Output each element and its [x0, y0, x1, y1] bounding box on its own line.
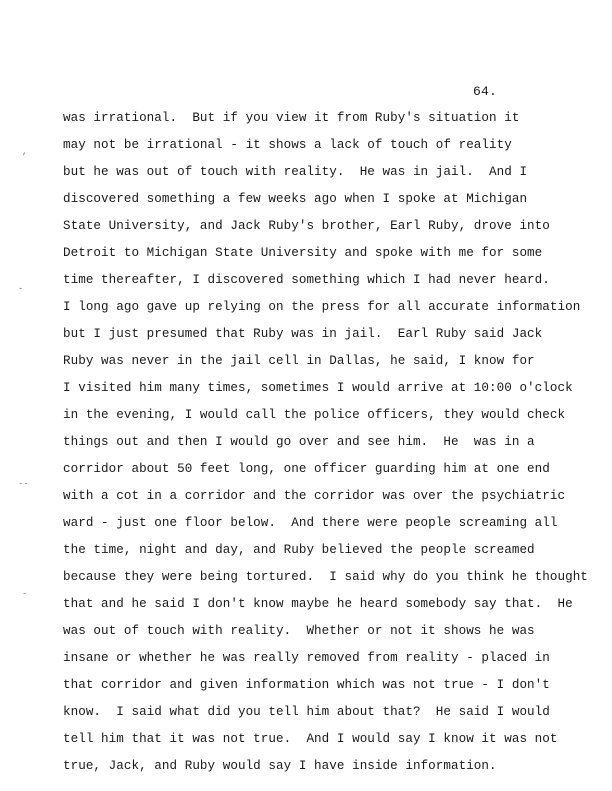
text-line: but he was out of touch with reality. He was in jail. And I: [63, 165, 528, 179]
text-line: corridor about 50 feet long, one officer guarding him at one end: [63, 462, 550, 476]
margin-mark: -: [22, 589, 28, 599]
text-line: with a cot in a corridor and the corridor was over the psychiatric: [63, 489, 566, 503]
text-line: time thereafter, I discovered something which I had never heard.: [63, 273, 550, 287]
text-line: Ruby was never in the jail cell in Dallas, he said, I know for: [63, 354, 535, 368]
text-line: was irrational. But if you view it from Ruby's situation it: [63, 111, 520, 125]
margin-mark: --: [18, 479, 29, 489]
text-line: but I just presumed that Ruby was in jail. Earl Ruby said Jack: [63, 327, 543, 341]
margin-mark: ,: [22, 147, 28, 157]
text-line: State University, and Jack Ruby's brother, Earl Ruby, drove into: [63, 219, 550, 233]
text-line: the time, night and day, and Ruby believed the people screamed: [63, 543, 535, 557]
text-line: things out and then I would go over and see him. He was in a: [63, 435, 535, 449]
text-line: Detroit to Michigan State University and spoke with me for some: [63, 246, 543, 260]
text-line: true, Jack, and Ruby would say I have inside information.: [63, 759, 497, 773]
text-line: know. I said what did you tell him about that? He said I would: [63, 705, 550, 719]
text-line: ward - just one floor below. And there were people screaming all: [63, 516, 558, 530]
text-line: was out of touch with reality. Whether or not it shows he was: [63, 624, 535, 638]
text-line: insane or whether he was really removed from reality - placed in: [63, 651, 550, 665]
text-line: because they were being tortured. I said why do you think he thought: [63, 570, 588, 584]
text-line: in the evening, I would call the police officers, they would check: [63, 408, 566, 422]
text-line: that and he said I don't know maybe he heard somebody say that. He: [63, 597, 573, 611]
text-line: I visited him many times, sometimes I would arrive at 10:00 o'clock: [63, 381, 573, 395]
text-line: I long ago gave up relying on the press for all accurate information: [63, 300, 581, 314]
margin-mark: -: [18, 284, 24, 294]
text-line: that corridor and given information which was not true - I don't: [63, 678, 550, 692]
text-line: discovered something a few weeks ago when I spoke at Michigan: [63, 192, 528, 206]
transcript-body: [63, 108, 588, 783]
text-line: may not be irrational - it shows a lack of touch of reality: [63, 138, 512, 152]
text-line: tell him that it was not true. And I would say I know it was not: [63, 732, 558, 746]
page-number: 64.: [473, 84, 498, 99]
